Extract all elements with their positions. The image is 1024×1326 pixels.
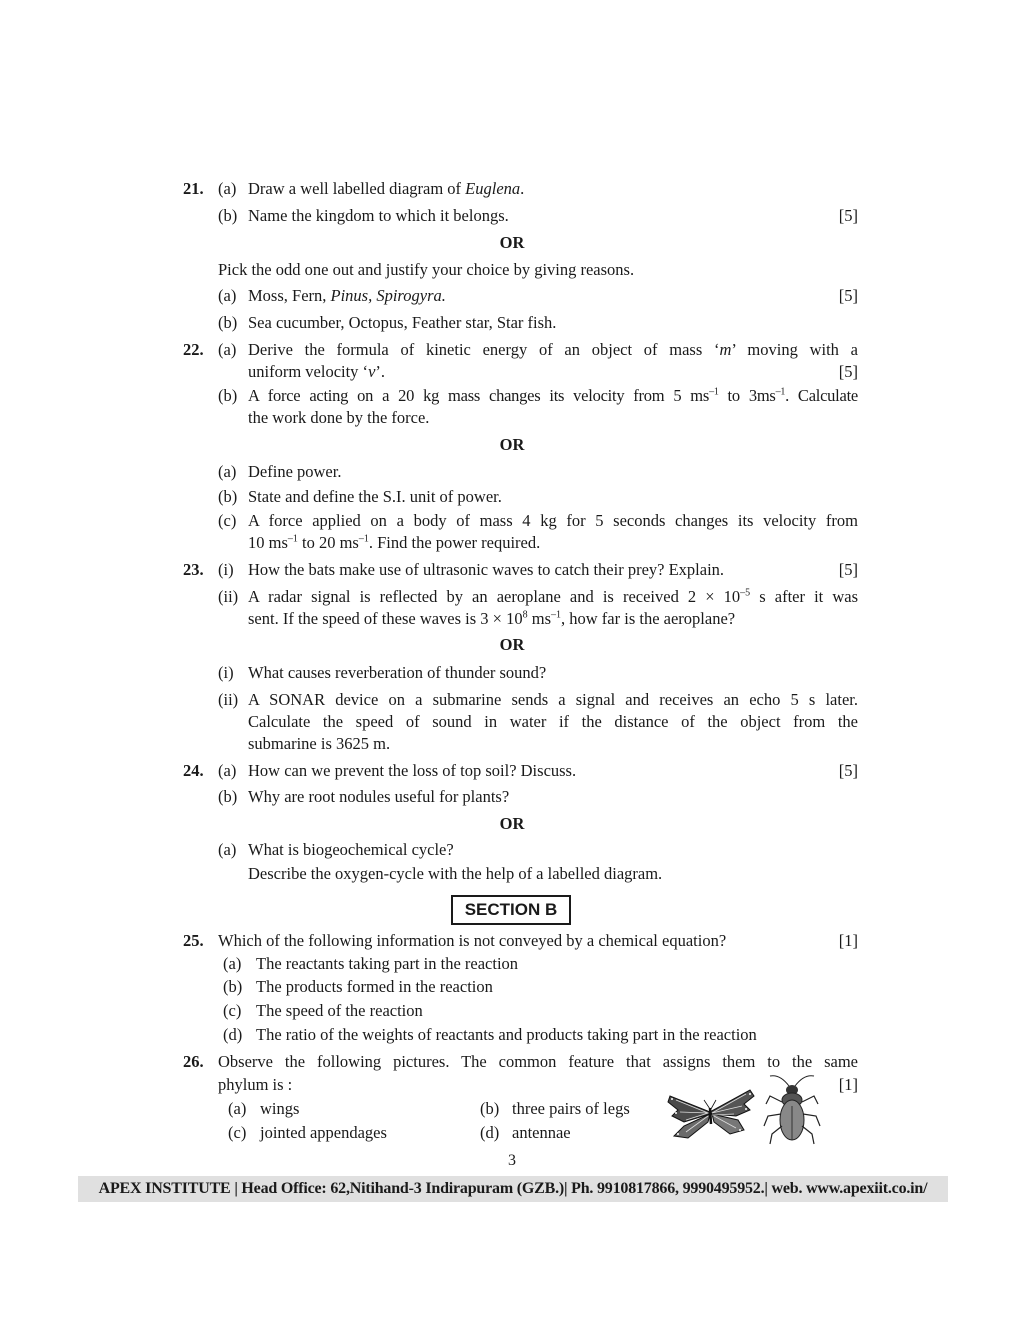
option-label: (a) — [228, 1099, 247, 1118]
marks: [5] — [838, 286, 858, 305]
question-text: Which of the following information is not conveyed by a chemical equation? — [218, 931, 727, 950]
question-text: Why are root nodules useful for plants? — [248, 787, 510, 806]
part-label: (a) — [218, 340, 237, 359]
option-label: (c) — [228, 1123, 247, 1142]
question-number: 25. — [183, 931, 204, 950]
marks: [5] — [838, 206, 858, 225]
part-label: (b) — [218, 787, 238, 806]
part-label: (b) — [218, 386, 238, 405]
marks: [5] — [838, 560, 858, 579]
option-text: The ratio of the weights of reactants and products taking part in the reaction — [256, 1025, 757, 1044]
marks: [5] — [838, 761, 858, 780]
option-text: antennae — [512, 1123, 571, 1142]
page-number: 3 — [508, 1152, 516, 1169]
option-label: (c) — [223, 1001, 242, 1020]
option-label: (b) — [480, 1099, 500, 1118]
question-text: A radar signal is reflected by an aeroplane and is received $2 \times 10^{-5}$ s after it was — [248, 587, 858, 606]
part-label: (a) — [218, 840, 237, 859]
question-text: Describe the oxygen-cycle with the help of a labelled diagram. — [248, 864, 663, 883]
option-text: wings — [260, 1099, 300, 1118]
question-number: 26. — [183, 1052, 204, 1071]
part-label: (a) — [218, 761, 237, 780]
question-text: What is biogeochemical cycle? — [248, 840, 454, 859]
part-label: (i) — [218, 663, 234, 682]
or-divider: OR — [499, 435, 525, 454]
question-number: 21. — [183, 179, 204, 198]
cockroach-image — [762, 1074, 822, 1146]
part-label: (b) — [218, 313, 238, 332]
question-text: State and define the S.I. unit of power. — [248, 487, 502, 506]
part-label: (b) — [218, 206, 238, 225]
footer-banner: APEX INSTITUTE | Head Office: 62,Nitihand-3 Indirapuram (GZB.)| Ph. 9910817866, 9990495952.| web. www.apexiit.co.in/ — [78, 1176, 948, 1202]
marks: [5] — [838, 362, 858, 381]
part-label: (a) — [218, 286, 237, 305]
option-label: (d) — [223, 1025, 243, 1044]
or-divider: OR — [499, 635, 525, 654]
question-text: the work done by the force. — [248, 408, 430, 427]
section-heading: SECTION B — [451, 895, 571, 925]
question-number: 22. — [183, 340, 204, 359]
or-divider: OR — [499, 233, 525, 252]
marks: [1] — [838, 931, 858, 950]
question-text: sent. If the speed of these waves is $3 \times 10^8$ $ms^{-1}$, how far is the aeroplane? — [248, 609, 736, 628]
question-text: A force applied on a body of mass 4 kg for 5 seconds changes its velocity from — [248, 511, 858, 530]
part-label: (c) — [218, 511, 237, 530]
or-divider: OR — [499, 814, 525, 833]
option-text: jointed appendages — [260, 1123, 387, 1142]
option-label: (a) — [223, 954, 242, 973]
question-text: Name the kingdom to which it belongs. — [248, 206, 509, 225]
question-text: Define power. — [248, 462, 342, 481]
option-text: The speed of the reaction — [256, 1001, 423, 1020]
question-number: 24. — [183, 761, 204, 780]
question-text: 10 $ms^{-1}$ to 20 $ms^{-1}$. Find the power required. — [248, 533, 541, 552]
marks: [1] — [838, 1075, 858, 1094]
question-text: Moss, Fern, Pinus, Spirogyra. — [248, 286, 446, 305]
question-text: A SONAR device on a submarine sends a signal and receives an echo 5 s later. — [248, 690, 858, 709]
question-text: phylum is : — [218, 1075, 293, 1094]
question-number: 23. — [183, 560, 204, 579]
question-text: How the bats make use of ultrasonic waves to catch their prey? Explain. — [248, 560, 725, 579]
part-label: (ii) — [218, 587, 239, 606]
question-text: Pick the odd one out and justify your choice by giving reasons. — [218, 260, 635, 279]
question-text: Derive the formula of kinetic energy of an object of mass ‘m’ moving with a — [248, 340, 858, 359]
question-text: Calculate the speed of sound in water if the distance of the object from the — [248, 712, 858, 731]
question-text: Sea cucumber, Octopus, Feather star, Star fish. — [248, 313, 557, 332]
option-text: The reactants taking part in the reaction — [256, 954, 519, 973]
option-text: The products formed in the reaction — [256, 977, 493, 996]
question-text: Draw a well labelled diagram of Euglena. — [248, 179, 525, 198]
butterfly-image — [664, 1082, 756, 1140]
option-label: (b) — [223, 977, 243, 996]
question-text: A force acting on a 20 kg mass changes its velocity from 5 $ms^{-1}$ to $3ms^{-1}$. Calculate — [248, 386, 858, 405]
option-label: (d) — [480, 1123, 500, 1142]
question-text: Observe the following pictures. The common feature that assigns them to the same — [218, 1052, 858, 1071]
question-text: uniform velocity ‘v’. — [248, 362, 386, 381]
option-text: three pairs of legs — [512, 1099, 630, 1118]
part-label: (a) — [218, 179, 237, 198]
question-text: How can we prevent the loss of top soil? Discuss. — [248, 761, 577, 780]
question-text: What causes reverberation of thunder sound? — [248, 663, 547, 682]
part-label: (i) — [218, 560, 234, 579]
part-label: (a) — [218, 462, 237, 481]
part-label: (b) — [218, 487, 238, 506]
question-text: submarine is 3625 m. — [248, 734, 391, 753]
part-label: (ii) — [218, 690, 239, 709]
